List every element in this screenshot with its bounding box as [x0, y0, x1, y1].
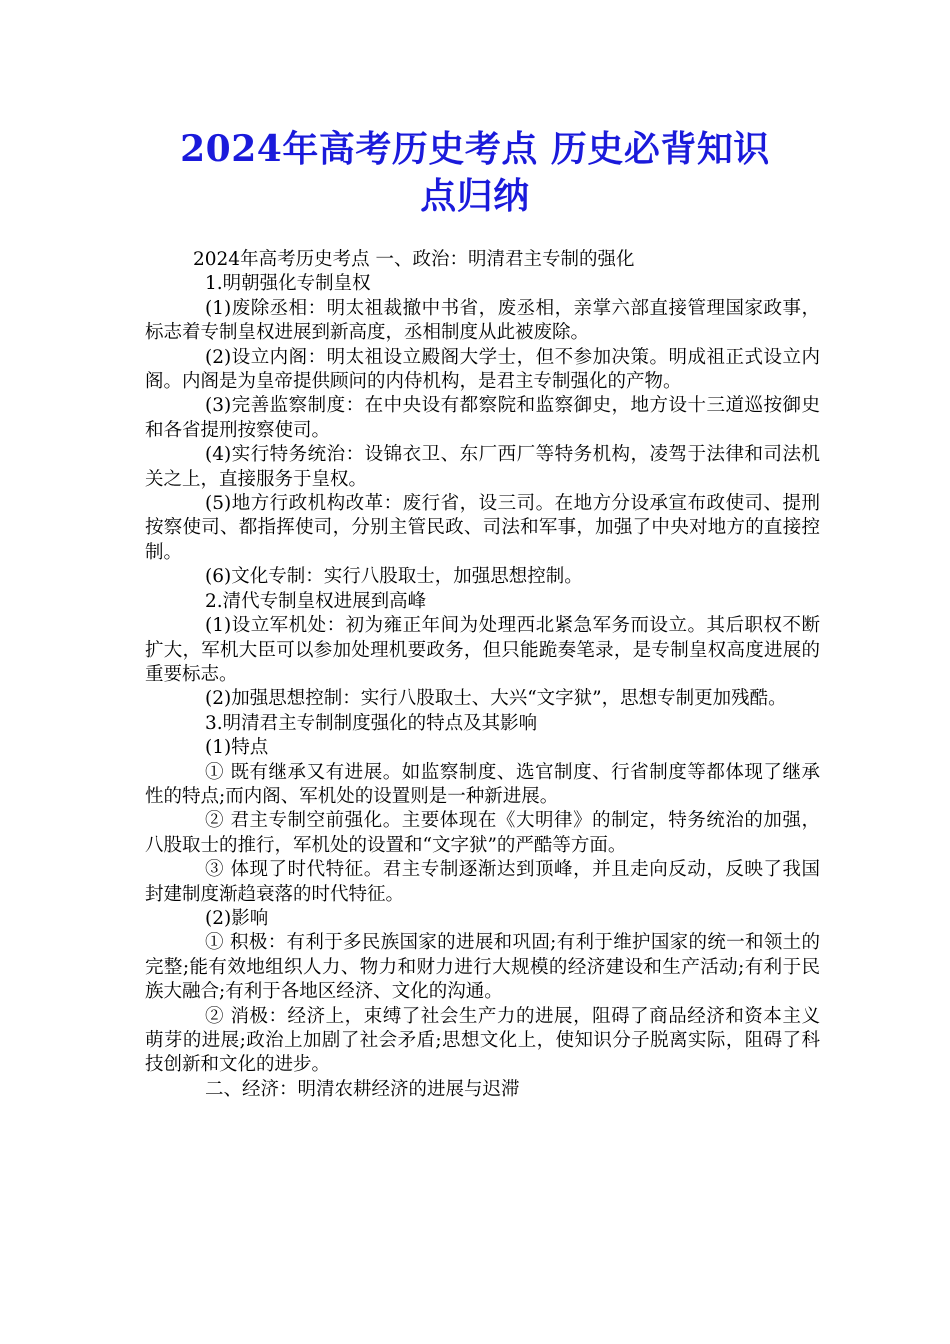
paragraph: ③ 体现了时代特征。君主专制逐渐达到顶峰，并且走向反动，反映了我国封建制度渐趋衰落的时代特征。	[145, 859, 820, 905]
paragraph: (2)加强思想控制：实行八股取士、大兴“文字狱”，思想专制更加残酷。	[205, 688, 787, 710]
paragraph: (1)废除丞相：明太祖裁撤中书省，废丞相，亲掌六部直接管理国家政事，标志着专制皇权进展到新高度，丞相制度从此被废除。	[145, 297, 820, 344]
document-title	[110, 126, 840, 220]
paragraph: (4)实行特务统治：设锦衣卫、东厂西厂等特务机构，凌驾于法律和司法机关之上，直接服务于皇权。	[145, 444, 820, 490]
title-line-2: 点归纳	[420, 175, 530, 217]
section-heading: 二、经济：明清农耕经济的进展与迟滞	[205, 1078, 520, 1100]
paragraph: (6)文化专制：实行八股取士，加强思想控制。	[205, 566, 583, 588]
section-heading: 3.明清君主专制制度强化的特点及其影响	[205, 712, 538, 734]
paragraph: ② 君主专制空前强化。主要体现在《大明律》的制定，特务统治的加强，八股取士的推行，军机处的设置和“文字狱”的严酷等方面。	[145, 810, 820, 856]
title-line-1: 2024年高考历史考点 历史必背知识	[180, 128, 770, 170]
document-body	[145, 248, 820, 1102]
paragraph: (1)设立军机处：初为雍正年间为处理西北紧急军务而设立。其后职权不断扩大，军机大臣可以参加处理机要政务，但只能跪奏笔录，是专制皇权高度进展的重要标志。	[145, 615, 820, 685]
paragraph: (3)完善监察制度：在中央设有都察院和监察御史，地方设十三道巡按御史和各省提刑按察使司。	[145, 395, 820, 441]
paragraph: (1)特点	[205, 737, 269, 759]
paragraph: ① 既有继承又有进展。如监察制度、选官制度、行省制度等都体现了继承性的特点;而内阁、军机处的设置则是一种新进展。	[145, 761, 820, 807]
paragraph: (2)设立内阁：明太祖设立殿阁大学士，但不参加决策。明成祖正式设立内阁。内阁是为皇帝提供顾问的内侍机构，是君主专制强化的产物。	[145, 346, 820, 393]
paragraph: (5)地方行政机构改革：废行省，设三司。在地方分设承宣布政使司、提刑按察使司、都指挥使司，分别主管民政、司法和军事，加强了中央对地方的直接控制。	[145, 493, 820, 563]
section-heading: 1.明朝强化专制皇权	[205, 273, 371, 295]
paragraph: (2)影响	[205, 907, 269, 929]
paragraph: ② 消极：经济上，束缚了社会生产力的进展，阻碍了商品经济和资本主义萌芽的进展;政治上加剧了社会矛盾;思想文化上，使知识分子脱离实际，阻碍了科技创新和文化的进步。	[145, 1005, 820, 1076]
paragraph: ① 积极：有利于多民族国家的进展和巩固;有利于维护国家的统一和领土的完整;能有效地组织人力、物力和财力进行大规模的经济建设和生产活动;有利于民族大融合;有利于各地区经济、文化的沟通。	[145, 932, 820, 1003]
section-heading: 2.清代专制皇权进展到高峰	[205, 590, 427, 612]
paragraph: 2024年高考历史考点 一、政治：明清君主专制的强化	[193, 249, 635, 270]
